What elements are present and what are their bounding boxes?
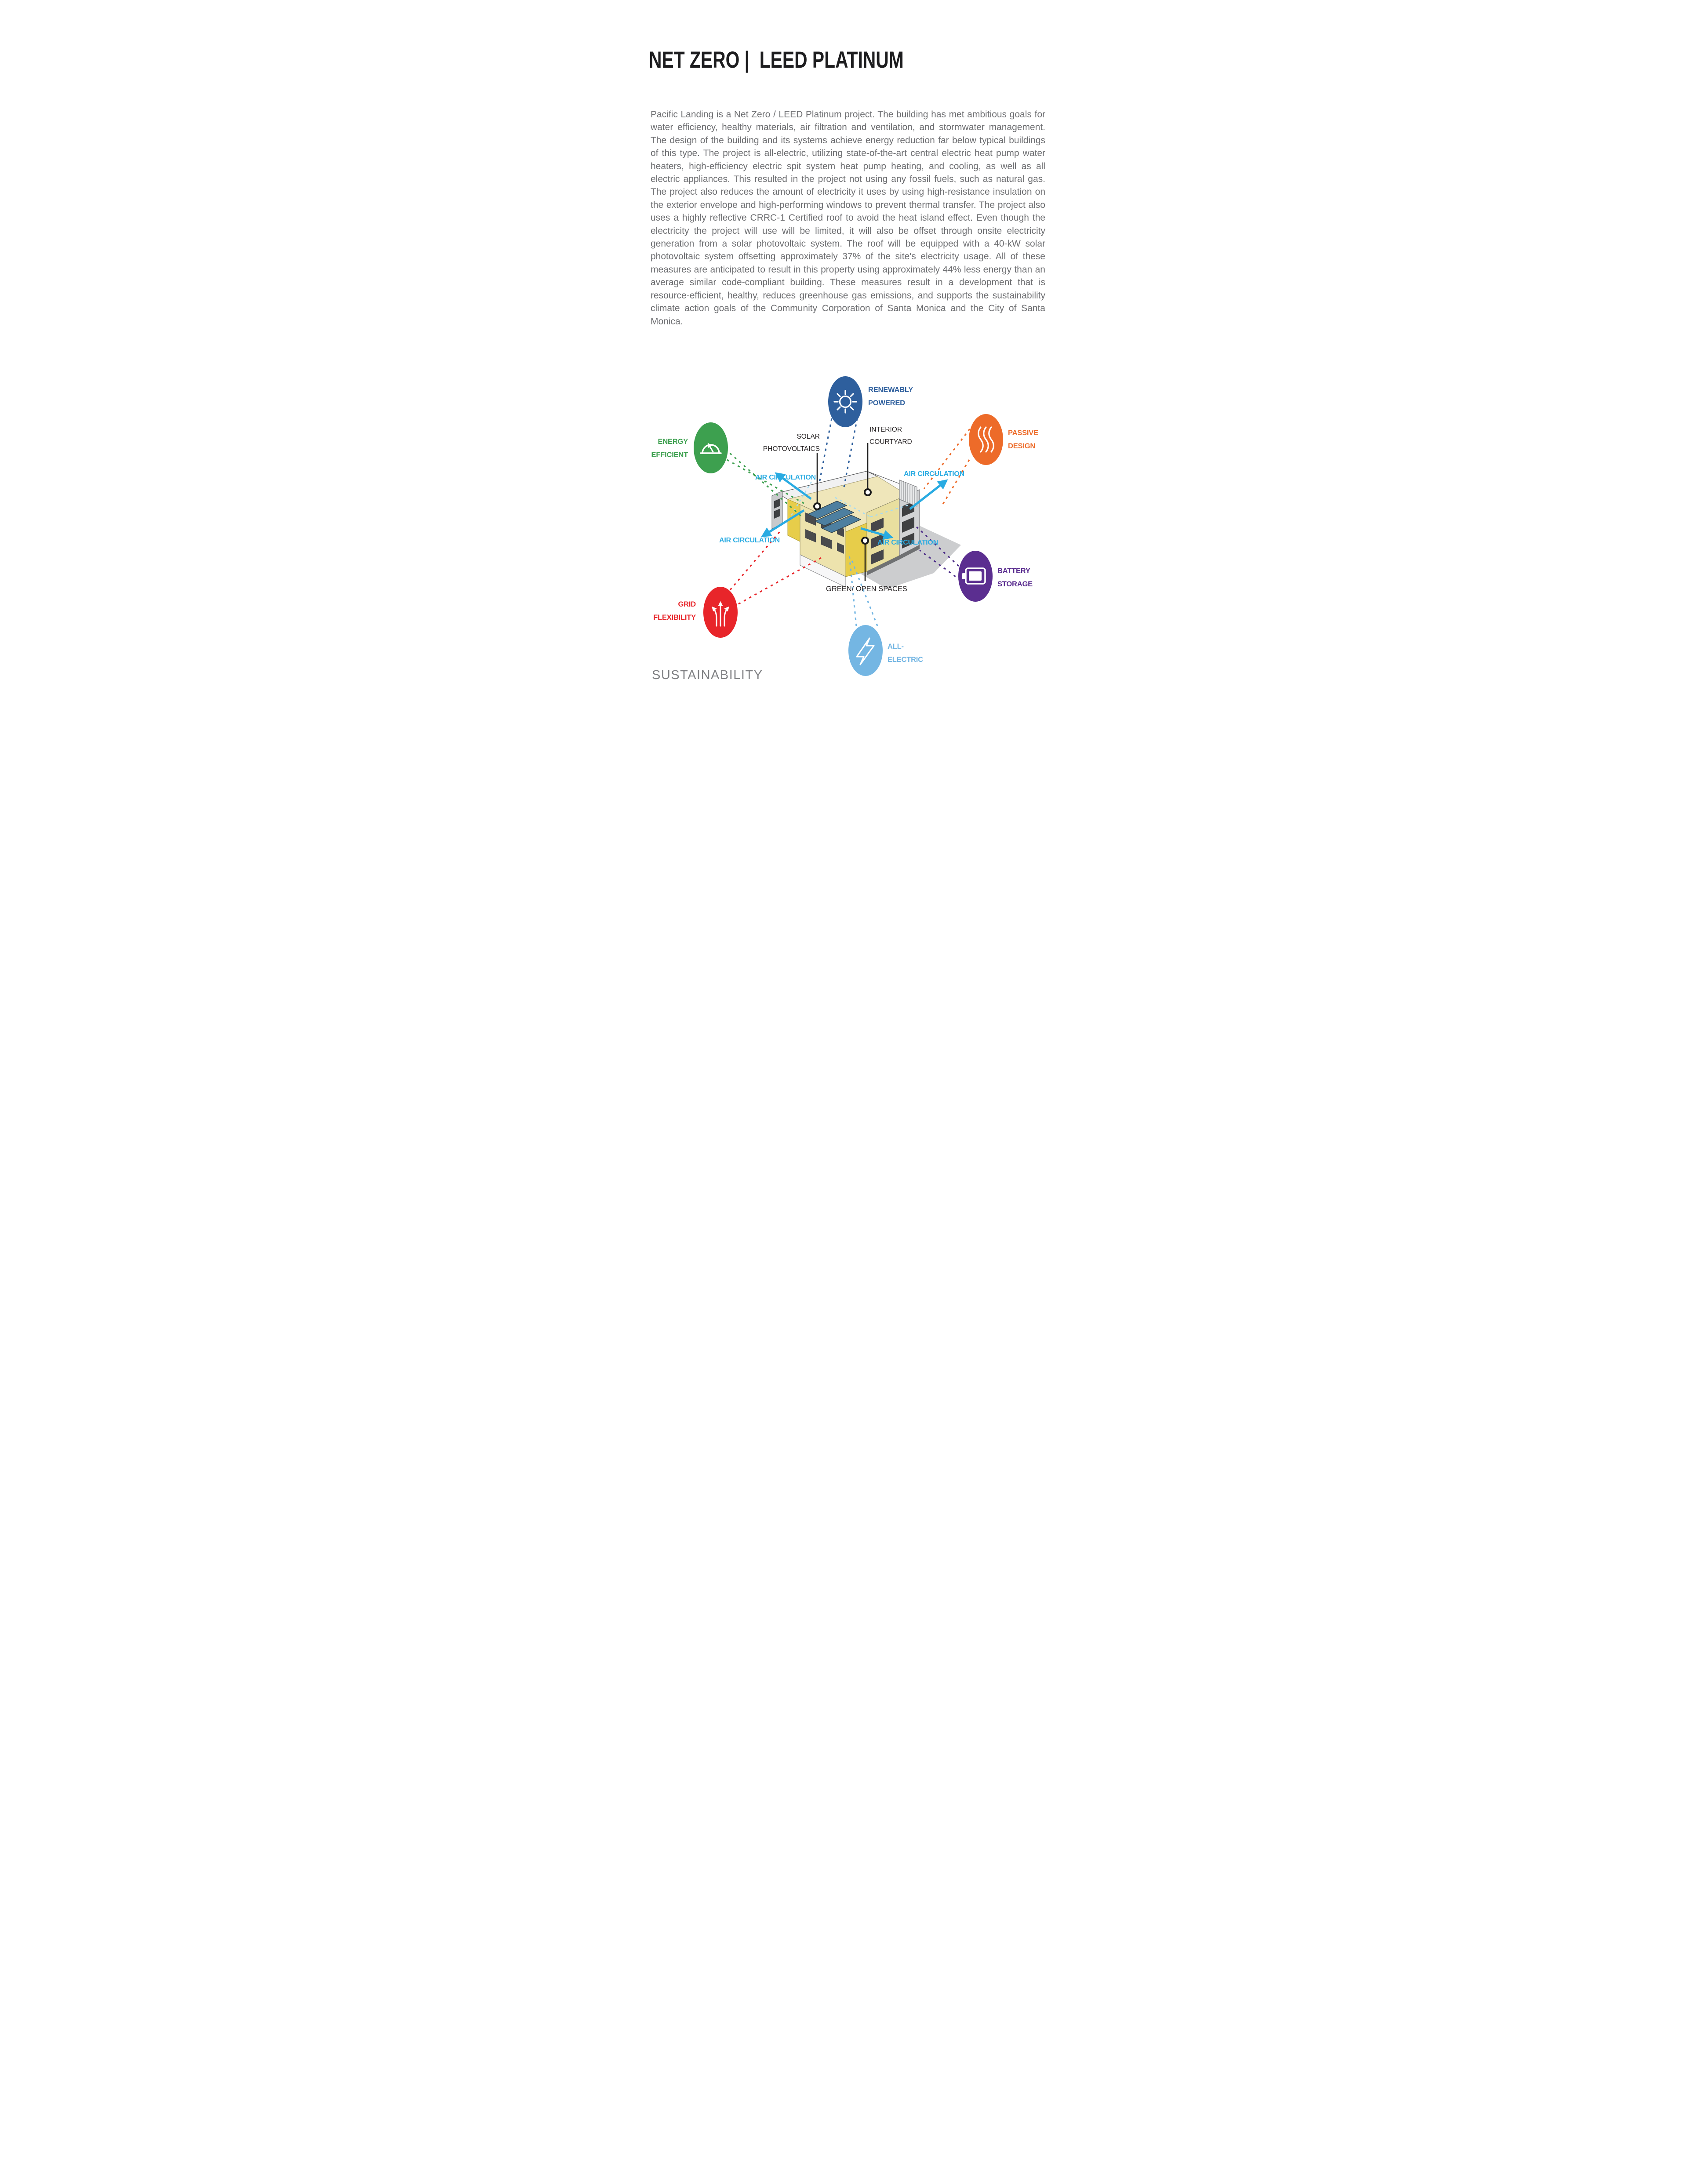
passive-connector-lines [924,429,970,506]
solar-marker [814,503,820,509]
grid-flexibility-label: GRID FLEXIBILITY [653,600,696,621]
sustainability-diagram [563,0,1125,728]
air-circulation-label-upper-left: AIR CIRCULATION [755,474,816,481]
battery-storage-label: BATTERY STORAGE [997,567,1033,588]
renewably-powered-bubble [828,376,862,427]
passive-design-label: PASSIVE DESIGN [1008,429,1038,450]
energy-efficient-label: ENERGY EFFICIENT [651,438,688,459]
air-circulation-label-upper-right: AIR CIRCULATION [904,470,965,478]
footer-section-title: SUSTAINABILITY [652,668,763,682]
all-electric-bubble [848,625,883,676]
document-page [563,0,1125,728]
green-spaces-marker [862,538,868,544]
passive-design-bubble [969,414,1003,465]
body-paragraph: Pacific Landing is a Net Zero / LEED Platinum project. The building has met ambitious goals for water efficiency, healthy materials, air filtration and ventilation, and stormwater management. The design of the building and its systems achieve energy reduction far below typical buildings of this type. The project is all-electric, utilizing state-of-the-art central electric heat pump water heaters, high-efficiency electric spit system heat pump heating, and cooling, as well as all electric appliances. This resulted in the project not using any fossil fuels, such as natural gas. The project also reduces the amount of electricity it uses by using high-resistance insulation on the exterior envelope and high-performing windows to prevent thermal transfer. The project also uses a highly reflective CRRC-1 Certified roof to avoid the heat island effect. Even though the electricity the project will use will be limited, it will also be offset through onsite electricity generation from a solar photovoltaic system. The roof will be equipped with a 40-kW solar photovoltaic system offsetting approximately 37% of the site's electricity usage. All of these measures are anticipated to result in this property using approximately 44% less energy than an average similar code-compliant building. These measures result in a development that is resource-efficient, healthy, reduces greenhouse gas emissions, and supports the sustainability climate action goals of the Community Corporation of Santa Monica and the City of Santa Monica. [651,109,1045,327]
energy-efficient-bubble [694,422,728,473]
air-circulation-label-lower-left: AIR CIRCULATION [719,537,780,544]
green-open-spaces-label: GREEN/ OPEN SPACES [826,585,907,593]
page-title: NET ZERO | LEED PLATINUM [649,47,904,73]
courtyard-marker [865,489,871,495]
solar-photovoltaics-label: SOLAR PHOTOVOLTAICS [763,433,820,453]
all-electric-label: ALL- ELECTRIC [888,643,923,664]
renewably-powered-label: RENEWABLY POWERED [868,386,913,407]
battery-storage-bubble [958,551,993,602]
interior-courtyard-label: INTERIOR COURTYARD [869,426,912,446]
grid-flexibility-bubble [703,587,738,638]
air-circulation-label-lower-right: AIR CIRCULATION [877,539,939,546]
